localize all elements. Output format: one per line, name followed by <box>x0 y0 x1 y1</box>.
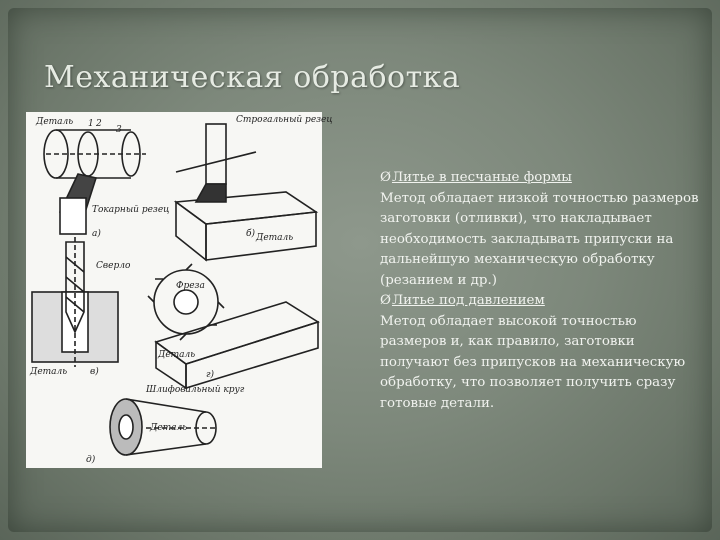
planing-drawing <box>176 124 316 260</box>
label-a-tool: Токарный резец <box>92 205 170 215</box>
label-d-detail: Деталь <box>158 350 196 360</box>
item-heading: Литье под давлением <box>391 293 545 308</box>
turning-drawing <box>44 130 146 234</box>
bullet-arrow-icon: Ø <box>380 170 391 185</box>
label-b-detail: Деталь <box>256 233 294 243</box>
item-heading: Литье в песчаные формы <box>391 170 572 185</box>
label-c-letter: в) <box>90 367 99 377</box>
item-sand-casting <box>380 168 700 291</box>
label-d-letter: г) <box>206 370 215 380</box>
item-die-casting <box>380 291 700 414</box>
drilling-drawing <box>32 237 118 367</box>
label-b-tool: Строгальный резец <box>236 115 333 125</box>
label-a-num3: 3 <box>116 125 122 135</box>
label-e-detail: Деталь <box>150 423 188 433</box>
label-b-letter: б) <box>246 229 256 239</box>
label-d-tool: Фреза <box>176 281 205 291</box>
item-body: Метод обладает низкой точностью размеров заготовки (отливки), что накладывает необходимость закладывать припуски на дальнейшую механическую обработку (резанием и др.) <box>380 190 699 288</box>
label-a-num1: 1 <box>88 119 94 129</box>
label-a-detail: Деталь <box>36 117 74 127</box>
machining-drawings <box>26 112 333 468</box>
label-c-detail: Деталь <box>30 367 68 377</box>
label-a-num2: 2 <box>96 119 102 129</box>
label-e-letter: д) <box>86 455 96 465</box>
label-e-tool: Шлифовальный круг <box>146 385 245 395</box>
label-a-letter: а) <box>92 229 101 239</box>
content-text <box>380 168 700 414</box>
slide-title: Механическая обработка <box>44 60 461 95</box>
machining-illustration <box>26 112 333 468</box>
label-c-tool: Сверло <box>96 261 131 271</box>
milling-drawing <box>148 264 318 388</box>
item-body: Метод обладает высокой точностью размеров и, как правило, заготовки получают без припусков на механическую обработку, что позволяет получить сразу готовые детали. <box>380 313 686 411</box>
bullet-arrow-icon: Ø <box>380 293 391 308</box>
